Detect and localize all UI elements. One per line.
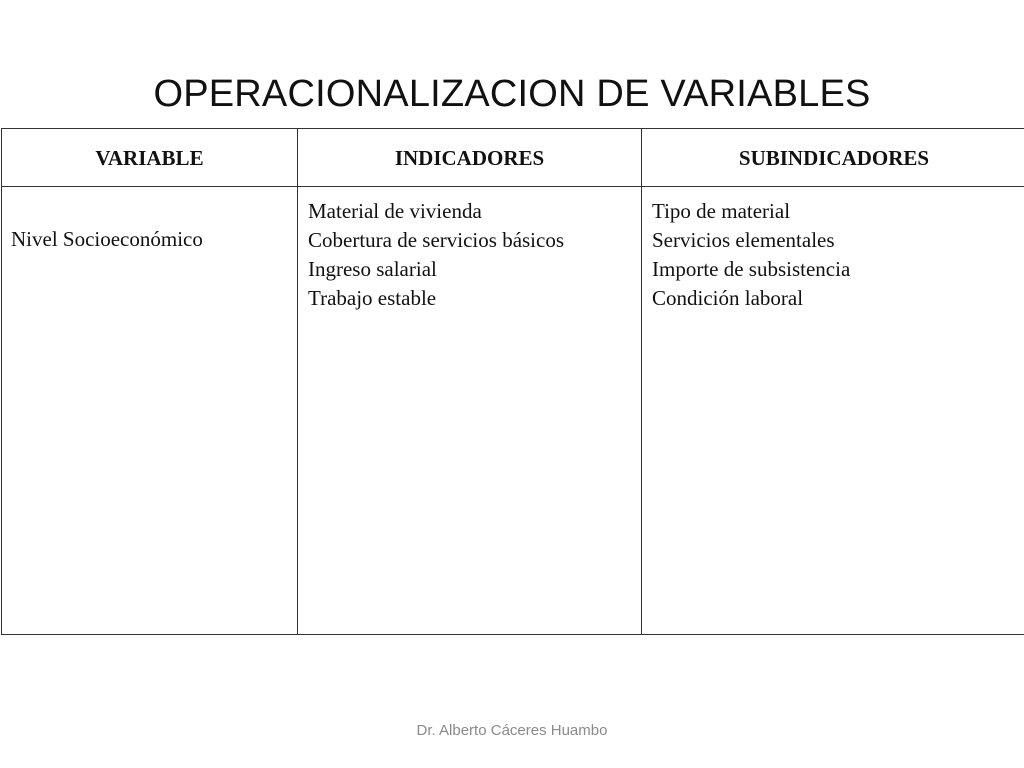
indicador-item: Material de vivienda bbox=[308, 199, 482, 223]
cell-variable bbox=[2, 187, 298, 635]
subindicador-item: Importe de subsistencia bbox=[652, 257, 851, 281]
subindicador-item: Tipo de material bbox=[652, 199, 791, 223]
subindicador-item: Servicios elementales bbox=[652, 228, 835, 252]
variables-table bbox=[1, 128, 1024, 635]
header-subindicadores: SUBINDICADORES bbox=[642, 129, 1024, 187]
variable-value: Nivel Socioeconómico bbox=[11, 227, 203, 251]
subindicador-item: Condición laboral bbox=[652, 286, 804, 310]
header-variable: VARIABLE bbox=[2, 129, 298, 187]
cell-subindicadores bbox=[642, 187, 1024, 635]
slide-footer: Dr. Alberto Cáceres Huambo bbox=[416, 722, 608, 739]
table-row bbox=[2, 187, 1024, 635]
indicador-item: Cobertura de servicios básicos bbox=[308, 228, 565, 252]
indicador-item: Trabajo estable bbox=[308, 286, 437, 310]
cell-indicadores bbox=[298, 187, 642, 635]
indicador-item: Ingreso salarial bbox=[308, 257, 437, 281]
slide-title: OPERACIONALIZACION DE VARIABLES bbox=[153, 73, 871, 115]
table-header-row bbox=[2, 129, 1024, 187]
header-indicadores: INDICADORES bbox=[298, 129, 642, 187]
